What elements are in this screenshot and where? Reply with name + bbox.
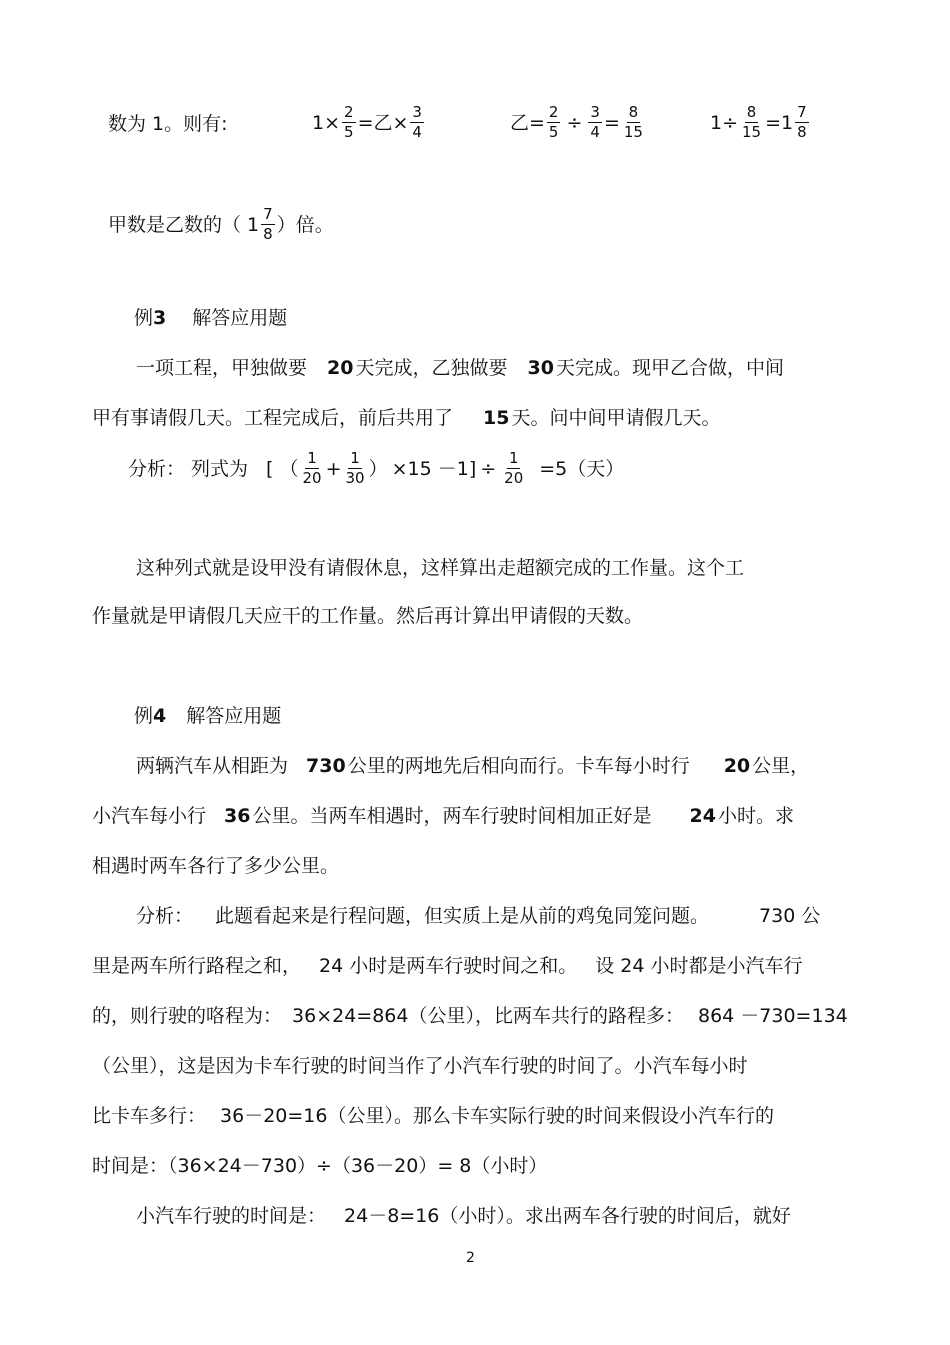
eq3-lhs: 1÷ (710, 111, 739, 134)
conclusion-post: ）倍。 (276, 213, 334, 236)
ex4-problem-line-3: 相遇时两车各行了多少公里。 (92, 855, 340, 877)
ex3-analysis-line-1: 这种列式就是设甲没有请假休息，这样算出走超额完成的工作量。这个工 (136, 557, 745, 579)
eq1-mid: =乙× (357, 111, 409, 134)
fraction: $\frac{1}{20}$ (504, 449, 524, 487)
ex4-analysis-line-2: 里是两车所行路程之和， 24 小时是两车行驶时间之和。 设 24 小时都是小汽车行 (92, 955, 803, 977)
ex4-analysis-line-4: （公里），这是因为卡车行驶的时间当作了小汽车行驶的时间了。小汽车每小时 (92, 1055, 748, 1077)
example-3-heading: 例3 解答应用题 (134, 307, 288, 329)
eq2-eq: = (603, 111, 620, 134)
ex4-analysis-line-5: 比卡车多行： 36－20=16（公里）。那么卡车实际行驶的时间来假设小汽车行的 (92, 1105, 774, 1127)
eq2-op: ÷ (566, 111, 583, 134)
ex3-analysis-line-2: 作量就是甲请假几天应干的工作量。然后再计算出甲请假的天数。 (92, 605, 644, 627)
equation-1 (312, 104, 426, 141)
fraction: $\frac{2}{5}$ (548, 103, 559, 141)
page-number: 2 (466, 1250, 475, 1266)
ex4-problem-line-2: 小汽车每小行 36 公里。当两车相遇时，两车行驶时间相加正好是 24 小时。求 (92, 805, 794, 827)
equation-2 (510, 104, 647, 141)
eq1-lhs: 1× (312, 111, 341, 134)
ex4-analysis-line-3: 的，则行驶的咯程为： 36×24=864（公里），比两车共行的路程多： 864 －730=134 (92, 1005, 848, 1027)
fraction: $\frac{7}{8}$ (263, 205, 273, 243)
ex3-problem-line-1: 一项工程，甲独做要 20 天完成，乙独做要 30 天完成。现甲乙合做，中间 (136, 357, 784, 379)
fraction: $\frac{8}{15}$ (742, 103, 762, 141)
equation-3 (710, 104, 811, 141)
ex4-problem-line-1: 两辆汽车从相距为 730 公里的两地先后相向而行。卡车每小时行 20 公里， (136, 755, 810, 777)
fraction: $\frac{3}{4}$ (412, 103, 422, 141)
fraction: $\frac{2}{5}$ (344, 103, 354, 141)
eq3-eq: =1 (765, 111, 794, 134)
ex4-analysis-line-1: 分析： 此题看起来是行程问题，但实质上是从前的鸡兔同笼问题。 730 公 (136, 905, 821, 927)
ex4-analysis-line-7: 小汽车行驶的时间是： 24－8=16（小时）。求出两车各行驶的时间后，就好 (136, 1205, 791, 1227)
fraction: $\frac{7}{8}$ (797, 103, 807, 141)
fraction: $\frac{1}{20}$ (302, 449, 322, 487)
example-4-heading: 例4 解答应用题 (134, 705, 282, 727)
fraction: $\frac{8}{15}$ (623, 103, 643, 141)
ex3-problem-line-2: 甲有事请假几天。工程完成后，前后共用了 15 天。问中间甲请假几天。 (92, 407, 721, 429)
ex4-analysis-line-6: 时间是：（36×24－730）÷（36－20）= 8（小时） (92, 1155, 548, 1177)
fraction: $\frac{3}{4}$ (590, 103, 600, 141)
conclusion-pre: 甲数是乙数的（ 1 (108, 213, 260, 236)
intro-text: 数为 1。则有: (108, 113, 228, 135)
eq2-lhs: 乙= (510, 111, 545, 134)
fraction: $\frac{1}{30}$ (345, 449, 365, 487)
conclusion-line (108, 206, 334, 243)
ex3-formula: 分析： 列式为 [ （ $\frac{1}{20}$ + $\frac{1}{30}$ ） ×15 －1] ÷ $\frac{1}{20}$ =5（天） (128, 449, 625, 487)
